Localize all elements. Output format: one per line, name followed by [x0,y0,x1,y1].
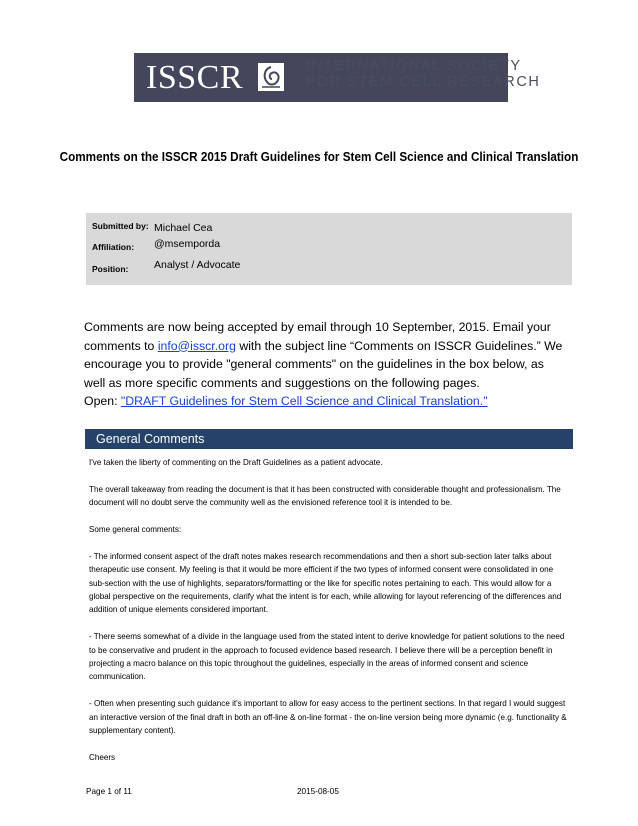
position-value: Analyst / Advocate [154,259,241,271]
affiliation-value: @msemporda [154,238,221,250]
footer-date: 2015-08-05 [297,787,339,796]
intro-text-before: Comments are now being accepted by email through 10 September, 2015. Email your comments to [84,320,551,353]
org-name [306,58,540,90]
page-number: Page 1 of 11 [86,787,132,796]
submission-info [86,213,572,285]
logo-text: ISSCR [146,59,243,96]
comment-paragraph: Some general comments: [89,525,182,534]
comment-paragraph: - Often when presenting such guidance it's important to allow for easy access to the pertinent sections. In that regard I would suggest an interactive version of the final draft in both an off-line & on-line format - the on-line version being more dynamic (e.g. functionality & supplementary content). [89,699,567,736]
open-line [84,394,488,408]
submitted-by-label: Submitted by: [92,221,149,231]
org-name-line2: FOR STEM CELL RESEARCH [306,74,541,90]
comment-paragraph: I've taken the liberty of commenting on the Draft Guidelines as a patient advocate. [89,458,383,467]
general-comments-header [85,429,573,449]
intro-text-after: with the subject line “Comments on ISSCR Guidelines.” We encourage you to provide "general comments" on the guidelines in the box below, as well as more specific comments and suggestions on the following pages. [84,338,563,390]
comment-paragraph: Cheers [89,752,116,762]
general-comments-heading: General Comments [96,432,205,446]
logo-emblem-icon [258,63,284,91]
open-label: Open: [84,394,121,408]
submitted-by-value: Michael Cea [154,222,213,234]
comment-paragraph: - There seems somewhat of a divide in the language used from the stated intent to derive knowledge for patient solutions to the need to be conservative and prudent in the approach to focused evidence based research. I believe there will be a perception benefit in projecting a macro balance on this topic throughout the guidelines, especially in the areas of informed consent and science communication. [89,632,565,682]
comment-paragraph: The overall takeaway from reading the document is that it has been constructed with considerable thought and professionalism. The document will no doubt serve the community well as the envisioned reference tool it is intended to be. [89,484,561,508]
draft-guidelines-link[interactable]: "DRAFT Guidelines for Stem Cell Science and Clinical Translation." [120,394,488,408]
org-name-line1: INTERNATIONAL SOCIETY [306,58,522,74]
intro-paragraph [84,318,564,392]
affiliation-label: Affiliation: [92,242,135,252]
email-link[interactable]: info@isscr.org [157,338,236,353]
position-label: Position: [92,264,129,274]
comment-paragraph: - The informed consent aspect of the draft notes makes research recommendations and then a short sub-section later talks about therapeutic use consent. My feeling is that it would be more efficient if the two types of informed consent were consolidated in one sub-section with the use of highlights, separators/formatting or the like for specific notes pertaining to each. This would allow for a global perspective on the requirements, clarify what the intent is for each, while allowing for layout referencing of the differences and addition of unique elements considered important. [89,551,562,615]
document-title: Comments on the ISSCR 2015 Draft Guidelines for Stem Cell Science and Clinical Translation [59,150,579,164]
general-comments-body [89,456,569,778]
